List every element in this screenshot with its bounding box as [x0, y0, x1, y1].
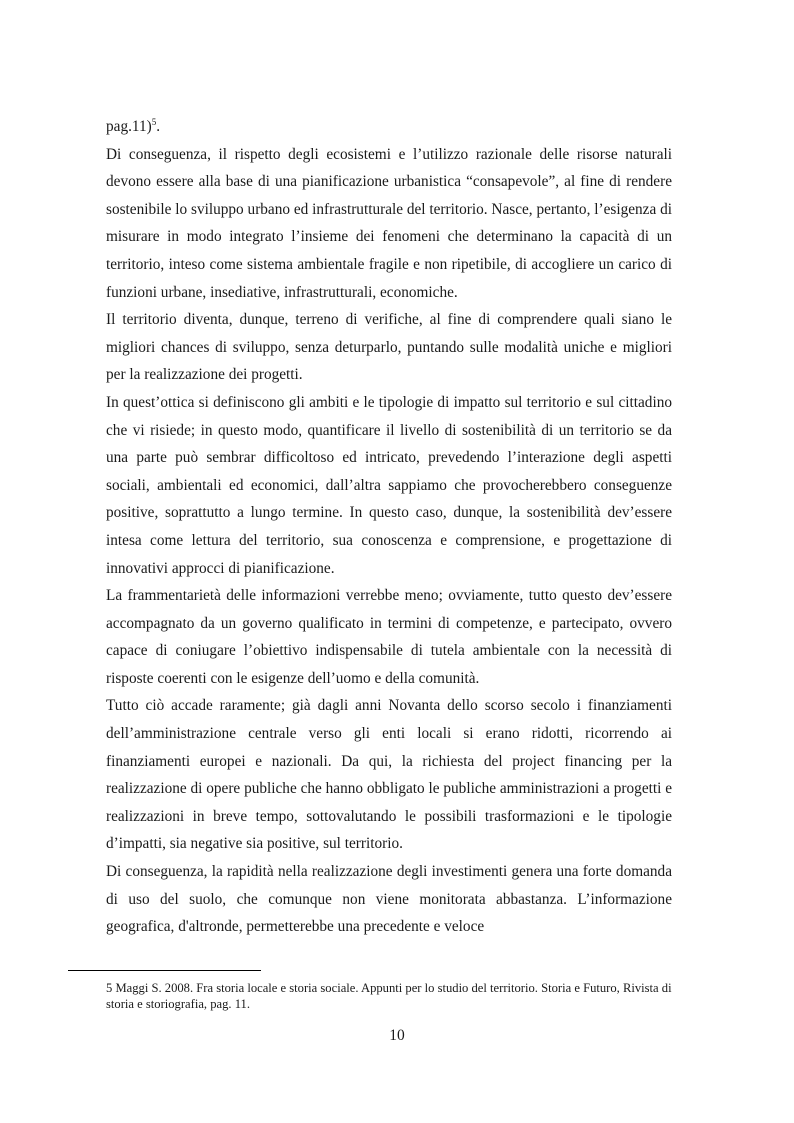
paragraph: In quest’ottica si definiscono gli ambiti e le tipologie di impatto sul territorio e sul cittadino che vi risiede; in questo modo, quantificare il livello di sostenibilità di un territorio se da una parte può sembrar difficoltoso ed intricato, prevedendo l’interazione degli aspetti sociali, ambientali ed economici, dall’altra sappiamo che provocherebbero conseguenze positive, soprattutto a lungo termine. In questo caso, dunque, la sostenibilità dev’essere intesa come lettura del territorio, sua conoscenza e comprensione, e progettazione di innovativi approcci di pianificazione. [106, 393, 672, 577]
paragraph: Di conseguenza, la rapidità nella realizzazione degli investimenti genera una forte domanda di uso del suolo, che comunque non viene monitorata abbastanza. L’informazione geografica, d'altronde, permetterebbe una precedente e veloce [106, 863, 672, 936]
paragraph: Tutto ciò accade raramente; già dagli anni Novanta dello scorso secolo i finanziamenti dell’amministrazione centrale verso gli enti locali si erano ridotti, ricorrendo ai finanziamenti europei e nazionali. Da qui, la richiesta del project financing per la realizzazione di opere publiche che hanno obbligato le publiche amministrazioni a progetti e realizzazioni in breve tempo, sottovalutando le possibili trasformazioni e le tipologie d’impatti, sia negative sia positive, sul territorio. [106, 697, 672, 853]
page-number: 10 [389, 1027, 405, 1044]
footnote: 5 Maggi S. 2008. Fra storia locale e storia sociale. Appunti per lo studio del territorio. Storia e Futuro, Rivista di storia e storiografia, pag. 11. [106, 981, 672, 1011]
body-text [106, 113, 672, 941]
paragraph: Di conseguenza, il rispetto degli ecosistemi e l’utilizzo razionale delle risorse naturali devono essere alla base di una pianificazione urbanistica “consapevole”, al fine di rendere sostenibile lo sviluppo urbano ed infrastrutturale del territorio. Nasce, pertanto, l’esigenza di misurare in modo integrato l’insieme dei fenomeni che determinano la capacità di un territorio, inteso come sistema ambientale fragile e non ripetibile, di accogliere un carico di funzioni urbane, insediative, infrastrutturali, economiche. [106, 145, 672, 301]
opening-line [106, 113, 672, 141]
paragraph: La frammentarietà delle informazioni verrebbe meno; ovviamente, tutto questo dev’essere accompagnato da un governo qualificato in termini di competenze, e partecipato, ovvero capace di coniugare l’obiettivo indispensabile di tutela ambientale con la necessità di risposte coerenti con le esigenze dell’uomo e della comunità. [106, 587, 672, 687]
opening-end: . [156, 118, 161, 135]
footnote-reference: 5 [151, 117, 157, 127]
footnote-divider [68, 970, 261, 971]
paragraph: Il territorio diventa, dunque, terreno di verifiche, al fine di comprendere quali siano le migliori chances di sviluppo, senza deturparlo, puntando sulle modalità uniche e migliori per la realizzazione dei progetti. [106, 311, 672, 384]
opening-text: pag.11) [106, 118, 152, 135]
